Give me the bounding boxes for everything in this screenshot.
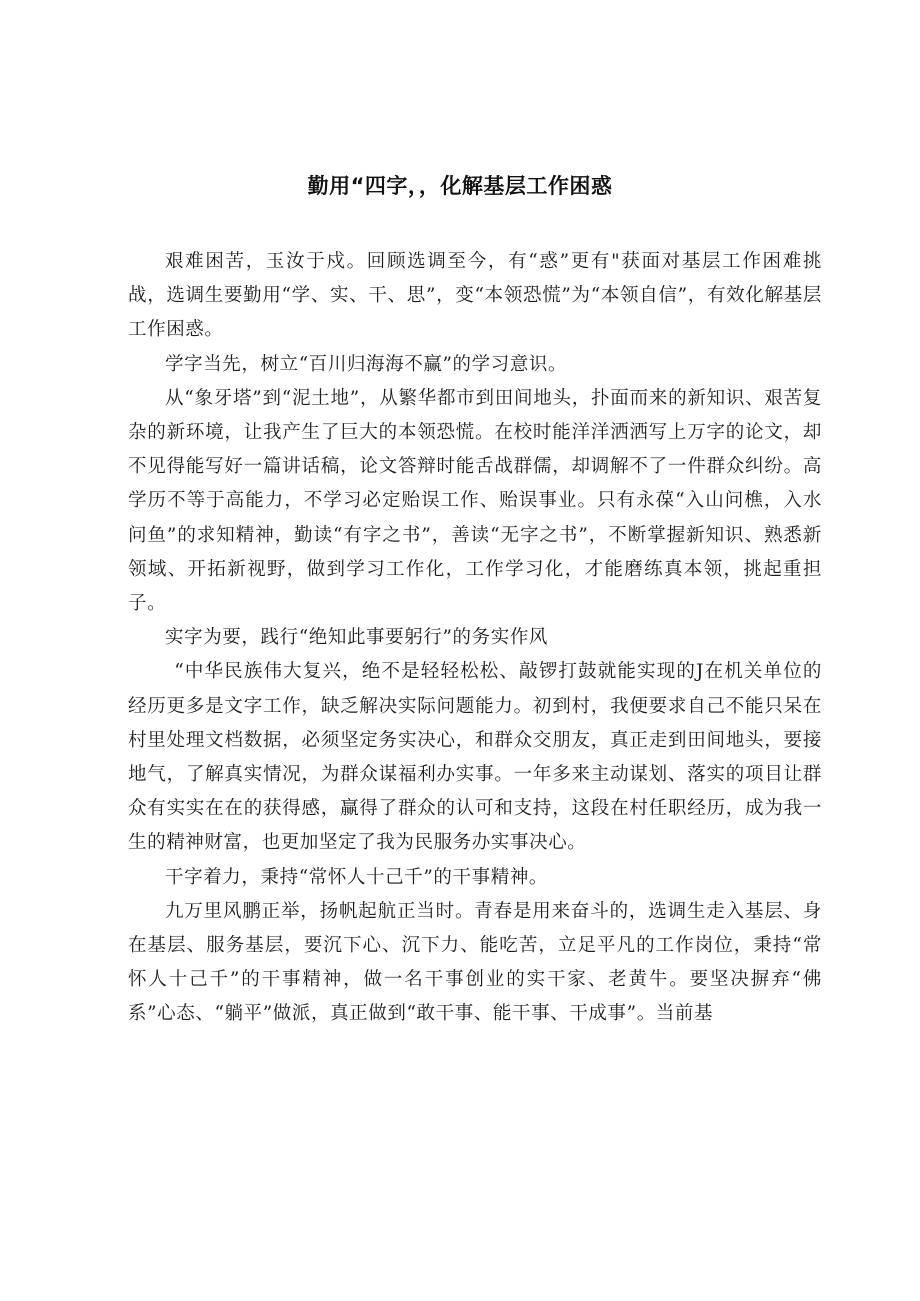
- section-heading-study: 学字当先，树立“百川归海海不赢”的学习意识。: [165, 353, 568, 375]
- section-heading-practice: 实字为要，践行“绝知此事要躬行”的务实作风: [165, 627, 549, 649]
- paragraph-work: 九万里风鹏正举，扬帆起航正当时。青春是用来奋斗的，选调生走入基层、身在基层、服务基层，要沉下心、沉下力、能吃苦，立足平凡的工作岗位，秉持“常怀人十己千”的干事精神，做一名干事创业的实干家、老黄牛。要坚决摒弃“佛系”心态、“躺平”做派，真正做到“敢干事、能干事、干成事”。当前基: [128, 900, 822, 1025]
- paragraph-study: 从“象牙塔”到“泥土地”，从繁华都市到田间地头，扑面而来的新知识、艰苦复杂的新环境，让我产生了巨大的本领恐慌。在校时能洋洋洒洒写上万字的论文，却不见得能写好一篇讲话稿，论文答辩时能舌战群儒，却调解不了一件群众纠纷。高学历不等于高能力，不学习必定贻误工作、贻误事业。只有永葆“入山问樵，入水问鱼”的求知精神，勤读“有字之书”，善读“无字之书”，不断掌握新知识、熟悉新领域、开拓新视野，做到学习工作化，工作学习化，才能磨练真本领，挑起重担子。: [128, 387, 822, 615]
- document-title: 勤用“四字，，化解基层工作困惑: [307, 174, 613, 198]
- paragraph-intro: 艰难困苦，玉汝于戍。回顾选调至今，有“惑”更有"获面对基层工作困难挑战，选调生要勤用“学、实、干、思”，变“本领恐慌”为“本领自信”，有效化解基层工作困惑。: [128, 251, 822, 341]
- document-body: [128, 245, 822, 1032]
- section-heading-work: 干字着力，秉持“常怀人十己千”的干事精神。: [165, 866, 549, 888]
- paragraph-practice: “中华民族伟大复兴，绝不是轻轻松松、敲锣打鼓就能实现的J在机关单位的经历更多是文字工作，缺乏解决实际问题能力。初到村，我便要求自己不能只呆在村里处理文档数据，必须坚定务实决心，和群众交朋友，真正走到田间地头，要接地气，了解真实情况，为群众谋福利办实事。一年多来主动谋划、落实的项目让群众有实实在在的获得感，赢得了群众的认可和支持，这段在村任职经历，成为我一生的精神财富，也更加坚定了我为民服务办实事决心。: [128, 661, 822, 854]
